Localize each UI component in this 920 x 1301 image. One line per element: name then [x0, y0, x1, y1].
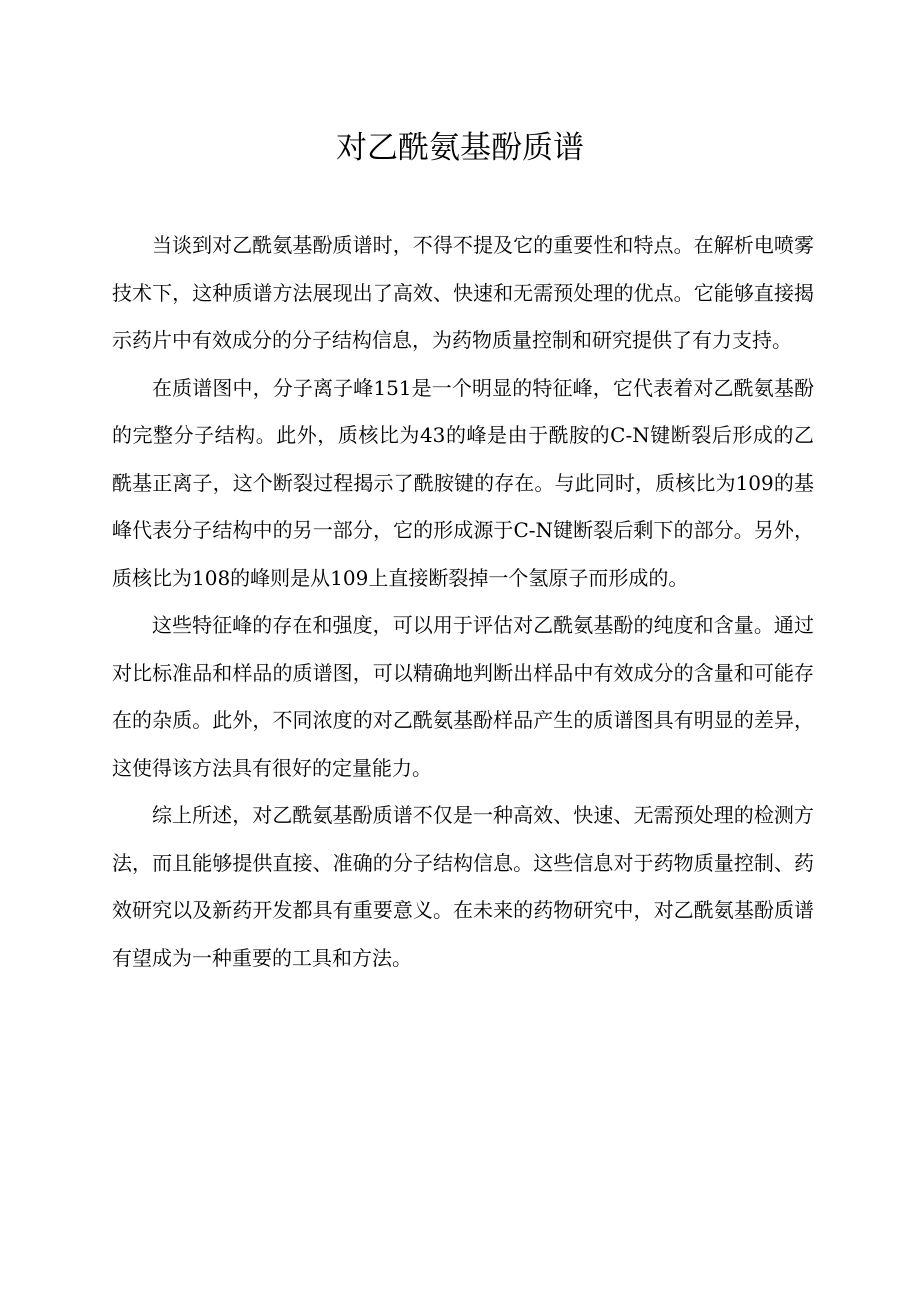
- paragraph-4: 综上所述，对乙酰氨基酚质谱不仅是一种高效、快速、无需预处理的检测方法，而且能够提供直接、准确的分子结构信息。这些信息对于药物质量控制、药效研究以及新药开发都具有重要意义。在未来的药物研究中，对乙酰氨基酚质谱有望成为一种重要的工具和方法。: [112, 803, 814, 970]
- paragraph-3: 这些特征峰的存在和强度，可以用于评估对乙酰氨基酚的纯度和含量。通过对比标准品和样品的质谱图，可以精确地判断出样品中有效成分的含量和可能存在的杂质。此外，不同浓度的对乙酰氨基酚样品产生的质谱图具有明显的差异，这使得该方法具有很好的定量能力。: [112, 613, 814, 780]
- document-title: 对乙酰氨基酚质谱: [336, 130, 584, 166]
- paragraph-2: 在质谱图中，分子离子峰151是一个明显的特征峰，它代表着对乙酰氨基酚的完整分子结构。此外，质核比为43的峰是由于酰胺的C-N键断裂后形成的乙酰基正离子，这个断裂过程揭示了酰胺键的存在。与此同时，质核比为109的基峰代表分子结构中的另一部分，它的形成源于C-N键断裂后剩下的部分。另外，质核比为108的峰则是从109上直接断裂掉一个氢原子而形成的。: [112, 375, 814, 590]
- paragraph-1: 当谈到对乙酰氨基酚质谱时，不得不提及它的重要性和特点。在解析电喷雾技术下，这种质谱方法展现出了高效、快速和无需预处理的优点。它能够直接揭示药片中有效成分的分子结构信息，为药物质量控制和研究提供了有力支持。: [112, 233, 814, 352]
- document-body: [112, 222, 814, 982]
